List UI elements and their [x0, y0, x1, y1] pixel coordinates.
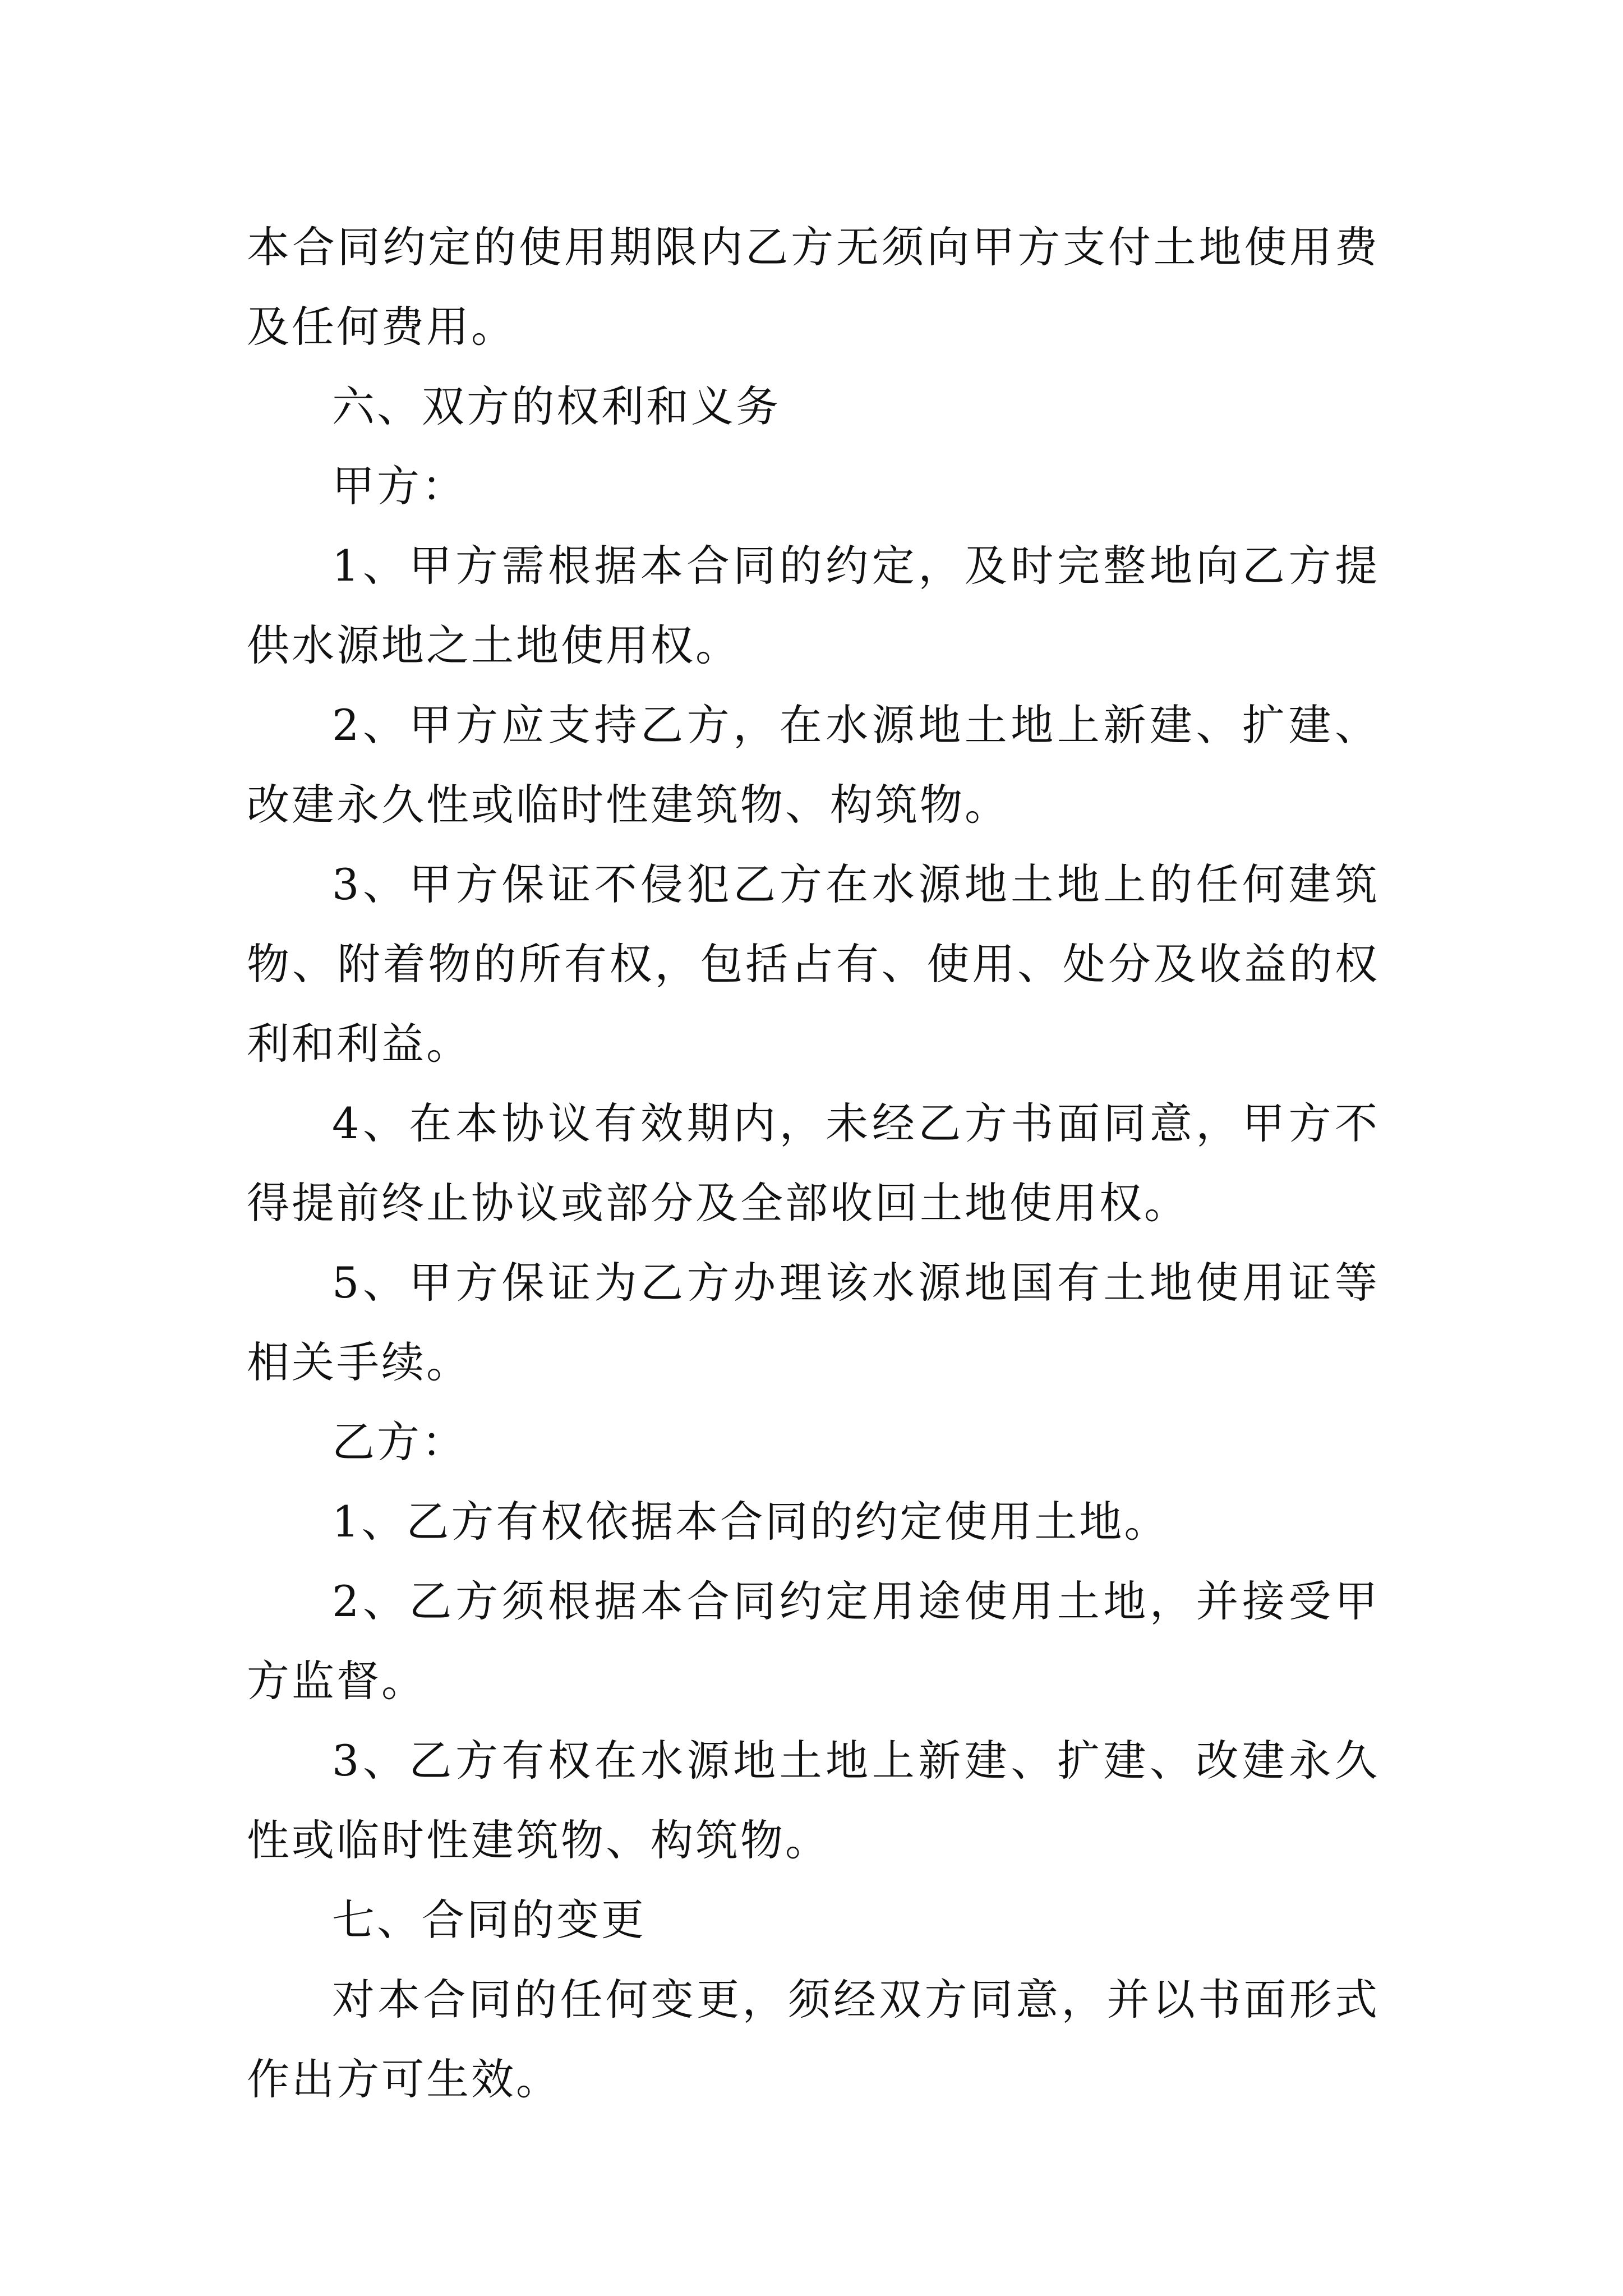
heading-rights-obligations: 六、双方的权利和义务 — [332, 381, 781, 431]
paragraph-change-clause: 对本合同的任何变更，须经双方同意，并以书面形式作出方可生效。 — [247, 1975, 1380, 2104]
party-a-item-1: 1、甲方需根据本合同的约定，及时完整地向乙方提供水源地之土地使用权。 — [247, 541, 1380, 670]
party-a-item-5: 5、甲方保证为乙方办理该水源地国有土地使用证等相关手续。 — [247, 1258, 1380, 1387]
heading-contract-changes: 七、合同的变更 — [332, 1895, 646, 1945]
subheading-party-b: 乙方： — [332, 1417, 467, 1467]
paragraph-fee-clause: 本合同约定的使用期限内乙方无须向甲方支付土地使用费及任何费用。 — [247, 222, 1380, 352]
party-b-item-1: 1、乙方有权依据本合同的约定使用土地。 — [332, 1497, 1169, 1547]
party-a-item-4: 4、在本协议有效期内，未经乙方书面同意，甲方不得提前终止协议或部分及全部收回土地使用权。 — [247, 1098, 1380, 1228]
party-b-item-3: 3、乙方有权在水源地土地上新建、扩建、改建永久性或临时性建筑物、构筑物。 — [247, 1736, 1380, 1865]
party-a-item-3: 3、甲方保证不侵犯乙方在水源地土地上的任何建筑物、附着物的所有权，包括占有、使用、处分及收益的权利和利益。 — [247, 859, 1380, 1069]
subheading-party-a: 甲方： — [332, 461, 467, 511]
party-b-item-2: 2、乙方须根据本合同约定用途使用土地，并接受甲方监督。 — [247, 1576, 1380, 1706]
document-body — [247, 208, 1380, 2119]
party-a-item-2: 2、甲方应支持乙方，在水源地土地上新建、扩建、改建永久性或临时性建筑物、构筑物。 — [247, 700, 1380, 830]
